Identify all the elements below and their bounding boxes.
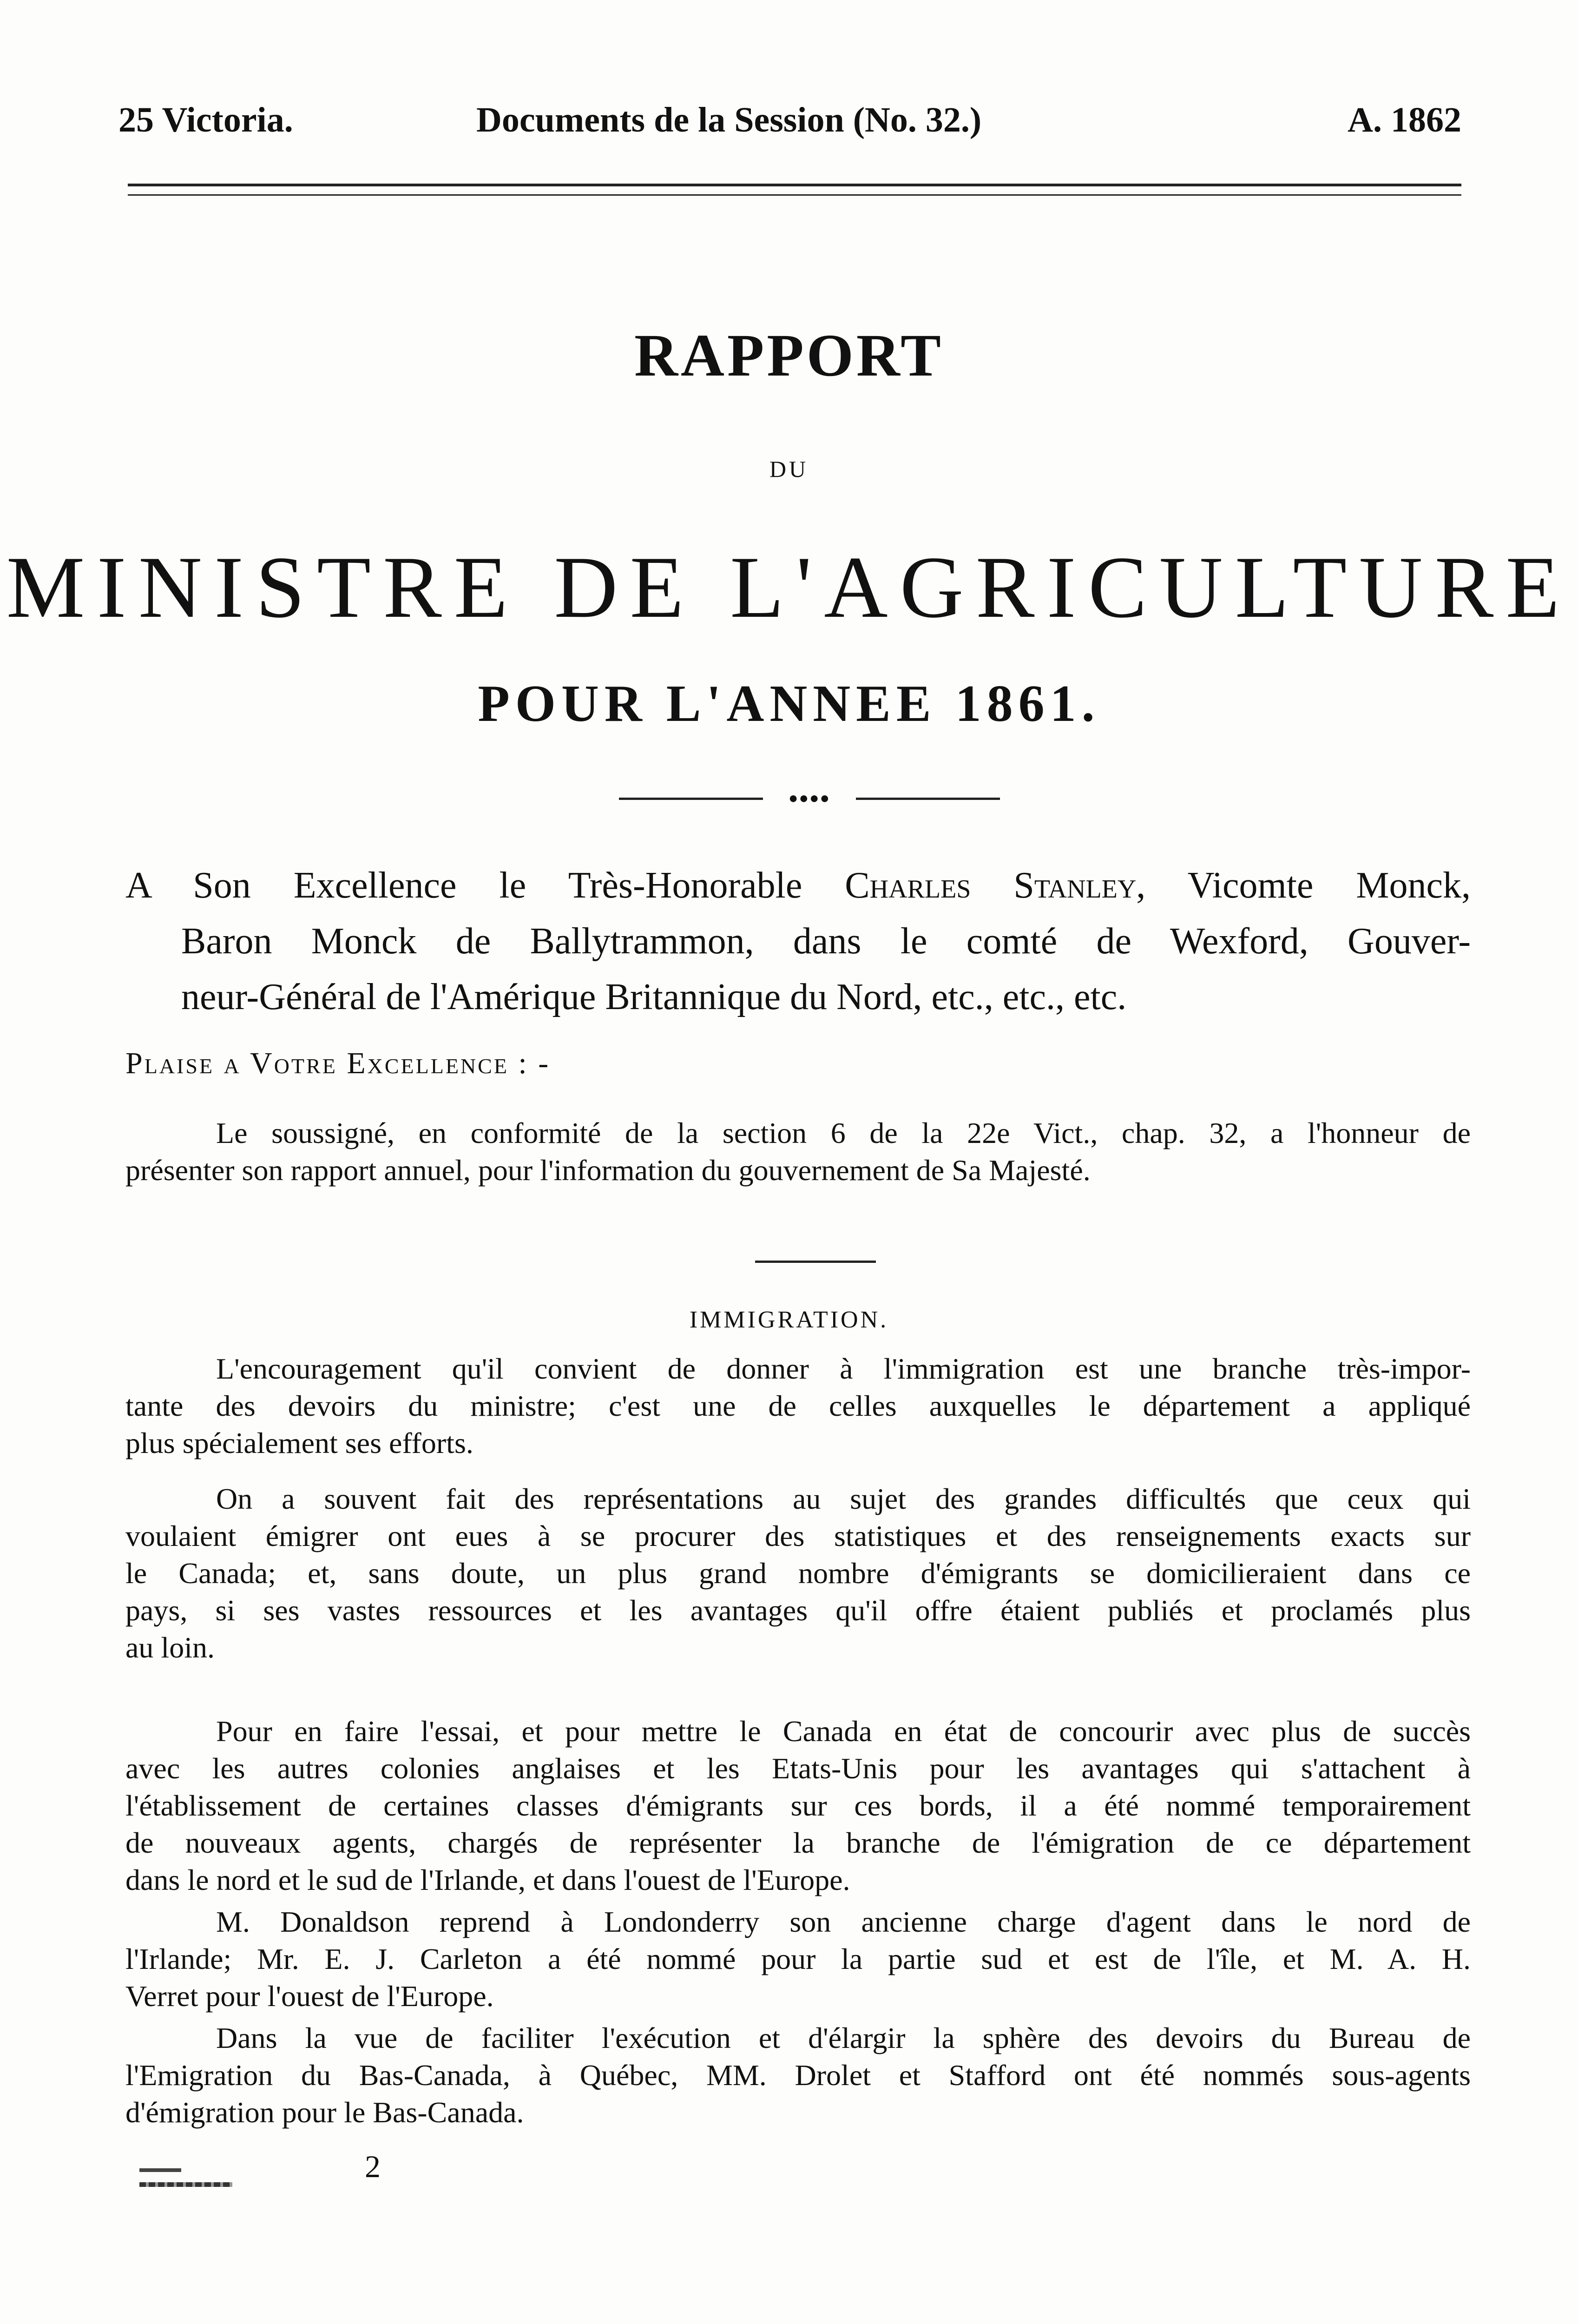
paragraph-line: Pour en faire l'essai, et pour mettre le Canada en état de concourir avec plus de succès bbox=[216, 1715, 1471, 1748]
address-line1-rest: , Vicomte Monck, bbox=[1136, 865, 1471, 906]
address-name: Charles Stanley bbox=[845, 865, 1137, 906]
header-rule-thin bbox=[128, 194, 1461, 196]
paragraph-line: On a souvent fait des représentations au sujet des grandes difficultés que ceux qui bbox=[216, 1482, 1471, 1515]
paragraph-line: Dans la vue de faciliter l'exécution et d'élargir la sphère des devoirs du Bureau de bbox=[216, 2021, 1471, 2054]
paragraph-line: M. Donaldson reprend à Londonderry son ancienne charge d'agent dans le nord de bbox=[216, 1905, 1471, 1938]
paragraph-line: l'Irlande; Mr. E. J. Carleton a été nommé pour la partie sud et est de l'île, et M. A. H. bbox=[125, 1942, 1471, 1975]
body-paragraph bbox=[125, 1480, 1471, 1666]
title-annee: POUR L'ANNEE 1861. bbox=[478, 675, 1100, 733]
ornamental-divider: ●●●● bbox=[619, 794, 1000, 803]
salutation: Plaise a Votre Excellence : - bbox=[125, 1046, 551, 1080]
section-heading-immigration: IMMIGRATION. bbox=[689, 1307, 889, 1333]
dedication-address bbox=[125, 858, 1471, 1025]
address-line-2: Baron Monck de Ballytrammon, dans le comté de Wexford, Gouver- bbox=[181, 921, 1471, 962]
body-paragraph bbox=[125, 2020, 1471, 2131]
intro-paragraph bbox=[125, 1115, 1471, 1189]
paragraph-line: de nouveaux agents, chargés de représenter la branche de l'émigration de ce département bbox=[125, 1826, 1471, 1859]
paragraph-line: voulaient émigrer ont eues à se procurer des statistiques et des renseignements exacts sur bbox=[125, 1519, 1471, 1552]
paragraph-line: Verret pour l'ouest de l'Europe. bbox=[125, 1980, 494, 2013]
paragraph-line: présenter son rapport annuel, pour l'information du gouvernement de Sa Majesté. bbox=[125, 1154, 1091, 1187]
paragraph-line: l'Emigration du Bas-Canada, à Québec, MM. Drolet et Stafford ont été nommés sous-agents bbox=[125, 2059, 1471, 2092]
title-du: DU bbox=[769, 456, 809, 482]
paragraph-line: dans le nord et le sud de l'Irlande, et dans l'ouest de l'Europe. bbox=[125, 1863, 850, 1896]
address-line-1 bbox=[125, 858, 1471, 913]
paragraph-line: plus spécialement ses efforts. bbox=[125, 1426, 473, 1459]
body-paragraph bbox=[125, 1350, 1471, 1462]
section-divider bbox=[755, 1261, 876, 1263]
paragraph-line: l'établissement de certaines classes d'émigrants sur ces bords, il a été nommé temporairement bbox=[125, 1789, 1471, 1822]
header-year: A. 1862 bbox=[1348, 100, 1461, 139]
paragraph-line: L'encouragement qu'il convient de donner à l'immigration est une branche très-impor- bbox=[216, 1352, 1471, 1385]
paragraph-line: le Canada; et, sans doute, un plus grand nombre d'émigrants se domicilieraient dans ce bbox=[125, 1557, 1471, 1590]
header-rule-thick bbox=[128, 184, 1461, 186]
page-number: 2 bbox=[365, 2149, 381, 2184]
address-lead: A Son Excellence le Très-Honorable bbox=[125, 865, 845, 906]
running-header bbox=[118, 100, 1461, 156]
paragraph-line: pays, si ses vastes ressources et les avantages qu'il offre étaient publiés et proclamés plus bbox=[125, 1594, 1471, 1627]
title-rapport: RAPPORT bbox=[634, 322, 944, 389]
paragraph-line: tante des devoirs du ministre; c'est une de celles auxquelles le département a appliqué bbox=[125, 1389, 1471, 1422]
signature-mark bbox=[139, 2168, 260, 2196]
body-paragraph bbox=[125, 1713, 1471, 1899]
paragraph-line: Le soussigné, en conformité de la section 6 de la 22e Vict., chap. 32, a l'honneur de bbox=[216, 1116, 1471, 1149]
address-line-3: neur-Général de l'Amérique Britannique du Nord, etc., etc., etc. bbox=[181, 977, 1127, 1017]
header-regnal-year: 25 Victoria. bbox=[118, 100, 293, 139]
header-session-documents: Documents de la Session (No. 32.) bbox=[476, 100, 982, 139]
title-ministre: MINISTRE DE L'AGRICULTURE bbox=[6, 539, 1572, 636]
paragraph-line: avec les autres colonies anglaises et les Etats-Unis pour les avantages qui s'attachent à bbox=[125, 1752, 1471, 1785]
body-paragraph bbox=[125, 1903, 1471, 2015]
paragraph-line: d'émigration pour le Bas-Canada. bbox=[125, 2096, 524, 2129]
paragraph-line: au loin. bbox=[125, 1631, 215, 1664]
